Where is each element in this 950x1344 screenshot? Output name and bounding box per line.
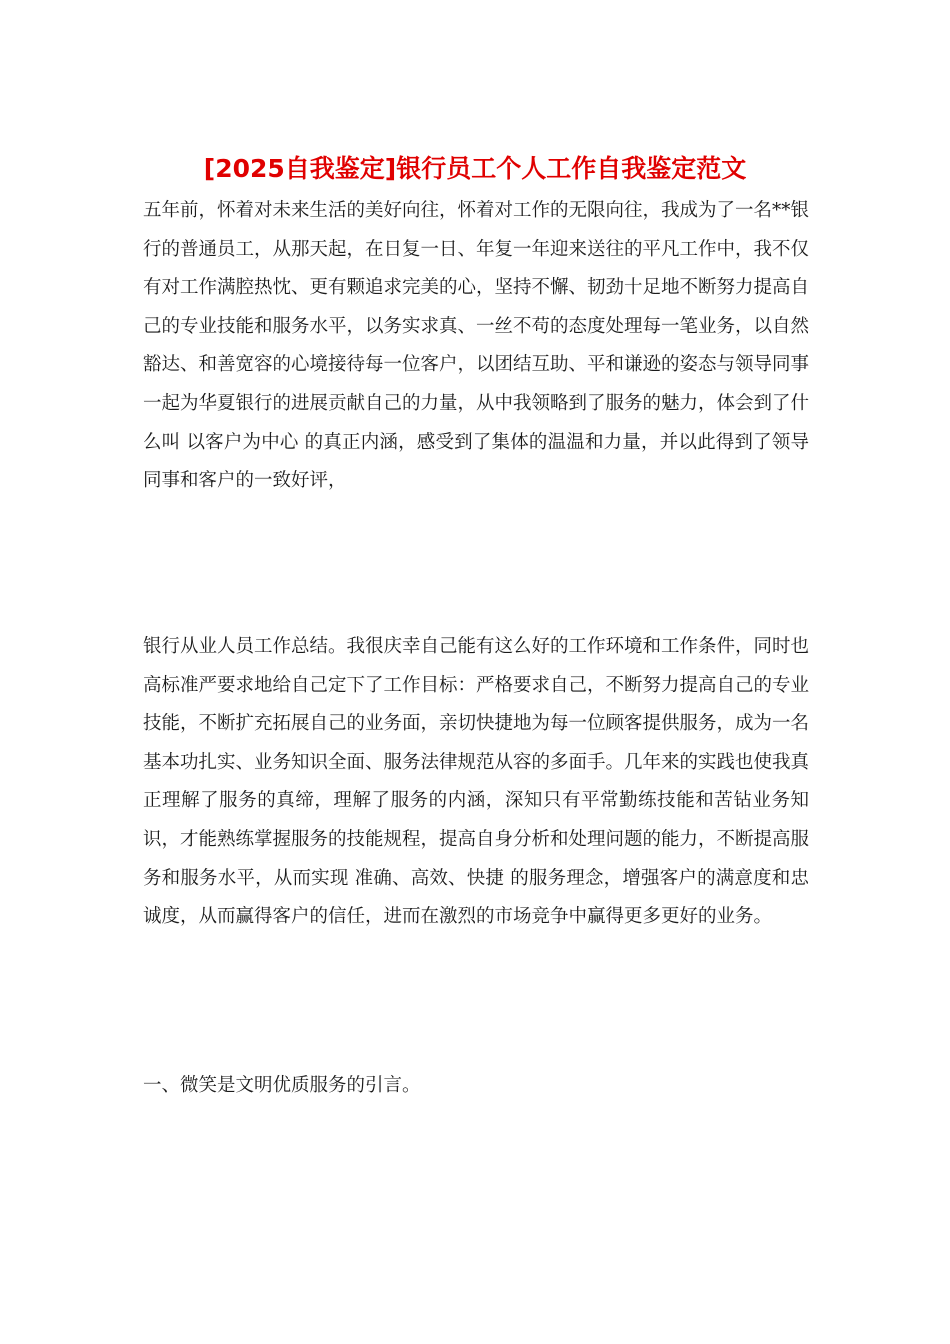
- paragraph-intro: 五年前，怀着对未来生活的美好向往，怀着对工作的无限向往，我成为了一名**银行的普通员工，从那天起，在日复一日、年复一年迎来送往的平凡工作中，我不仅有对工作满腔热忱、更有颗追求完美的心，坚持不懈、韧劲十足地不断努力提高自己的专业技能和服务水平，以务实求真、一丝不苟的态度处理每一笔业务，以自然豁达、和善宽容的心境接待每一位客户，以团结互助、平和谦逊的姿态与领导同事一起为华夏银行的进展贡献自己的力量，从中我领略到了服务的魅力，体会到了什么叫 以客户为中心 的真正内涵，感受到了集体的温温和力量，并以此得到了领导同事和客户的一致好评，: [143, 200, 810, 492]
- paragraph-summary: 银行从业人员工作总结。我很庆幸自己能有这么好的工作环境和工作条件，同时也高标准严要求地给自己定下了工作目标：严格要求自己，不断努力提高自己的专业技能，不断扩充拓展自己的业务面，亲切快捷地为每一位顾客提供服务，成为一名基本功扎实、业务知识全面、服务法律规范从容的多面手。几年来的实践也使我真正理解了服务的真缔，理解了服务的内涵，深知只有平常勤练技能和苦钻业务知识，才能熟练掌握服务的技能规程，提高自身分析和处理问题的能力，不断提高服务和服务水平，从而实现 准确、高效、快捷 的服务理念，增强客户的满意度和忠诚度，从而赢得客户的信任，进而在激烈的市场竞争中赢得更多更好的业务。: [143, 636, 810, 928]
- section-heading-1: 一、微笑是文明优质服务的引言。: [143, 1075, 421, 1096]
- document-title: [2025自我鉴定]银行员工个人工作自我鉴定范文: [203, 154, 747, 183]
